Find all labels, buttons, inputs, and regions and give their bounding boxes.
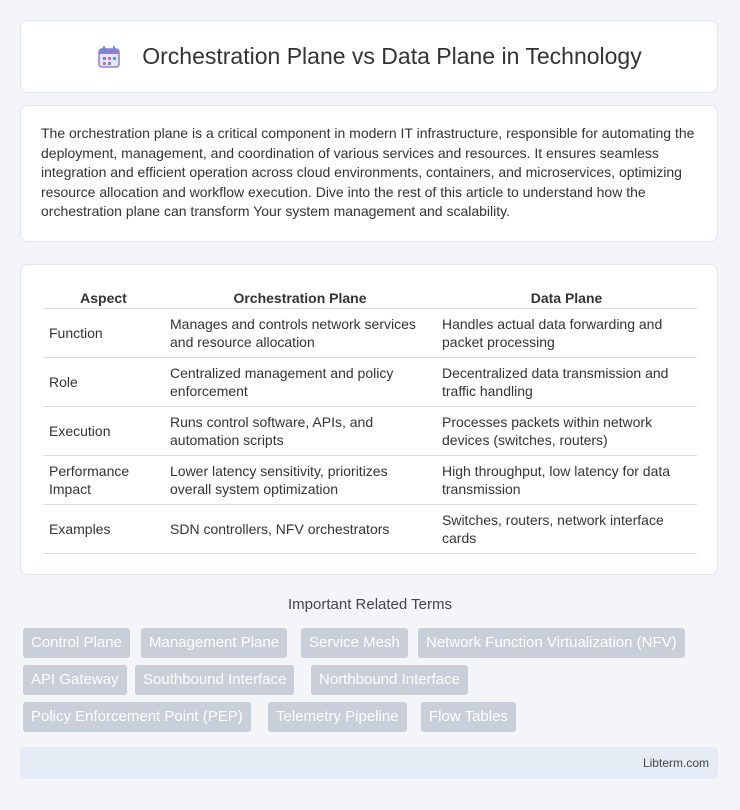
table-row xyxy=(43,407,697,456)
intro-card xyxy=(20,105,718,242)
related-terms-title: Important Related Terms xyxy=(288,596,452,613)
row-orchestration: Runs control software, APIs, and automation scripts xyxy=(164,407,436,456)
header-orchestration-plane: Orchestration Plane xyxy=(164,287,436,309)
row-aspect: Role xyxy=(43,358,164,407)
header-aspect: Aspect xyxy=(43,287,164,309)
page-title: Orchestration Plane vs Data Plane in Technology xyxy=(142,43,642,69)
footer-site-link[interactable]: Libterm.com xyxy=(642,756,709,770)
row-data-plane: Processes packets within network devices (switches, routers) xyxy=(436,407,697,456)
tag-flow-tables[interactable]: Flow Tables xyxy=(421,702,516,732)
tag-service-mesh[interactable]: Service Mesh xyxy=(301,628,408,658)
table-row xyxy=(43,505,697,554)
row-orchestration: SDN controllers, NFV orchestrators xyxy=(164,505,436,554)
page-title-wrap xyxy=(96,43,641,70)
row-data-plane: High throughput, low latency for data transmission xyxy=(436,456,697,505)
row-aspect: Function xyxy=(43,309,164,358)
tag-api-gateway[interactable]: API Gateway xyxy=(23,665,127,695)
table-row xyxy=(43,358,697,407)
title-card xyxy=(20,20,718,93)
tag-pep[interactable]: Policy Enforcement Point (PEP) xyxy=(23,702,251,732)
tag-southbound-interface[interactable]: Southbound Interface xyxy=(135,665,294,695)
header-data-plane: Data Plane xyxy=(436,287,697,309)
row-aspect: Examples xyxy=(43,505,164,554)
tag-telemetry-pipeline[interactable]: Telemetry Pipeline xyxy=(268,702,407,732)
comparison-table xyxy=(43,287,697,554)
comparison-table-card xyxy=(20,264,718,575)
row-aspect: Performance Impact xyxy=(43,456,164,505)
row-orchestration: Lower latency sensitivity, prioritizes overall system optimization xyxy=(164,456,436,505)
tag-nfv[interactable]: Network Function Virtualization (NFV) xyxy=(418,628,685,658)
calendar-icon xyxy=(96,44,122,70)
tag-control-plane[interactable]: Control Plane xyxy=(23,628,130,658)
footer xyxy=(20,747,718,779)
row-aspect: Execution xyxy=(43,407,164,456)
tag-management-plane[interactable]: Management Plane xyxy=(141,628,287,658)
intro-text: The orchestration plane is a critical component in modern IT infrastructure, responsible for automating the deployment, management, and coordination of various services and resources. It ensures seamless integration and efficient operation across cloud environments, containers, and microservices, optimizing resource allocation and workflow execution. Dive into the rest of this article to understand how the orchestration plane can transform Your system management and scalability. xyxy=(41,125,695,220)
row-data-plane: Handles actual data forwarding and packet processing xyxy=(436,309,697,358)
table-header-row xyxy=(43,287,697,309)
tag-northbound-interface[interactable]: Northbound Interface xyxy=(311,665,468,695)
row-data-plane: Decentralized data transmission and traffic handling xyxy=(436,358,697,407)
row-orchestration: Centralized management and policy enforcement xyxy=(164,358,436,407)
table-row xyxy=(43,456,697,505)
row-orchestration: Manages and controls network services and resource allocation xyxy=(164,309,436,358)
row-data-plane: Switches, routers, network interface cards xyxy=(436,505,697,554)
table-row xyxy=(43,309,697,358)
